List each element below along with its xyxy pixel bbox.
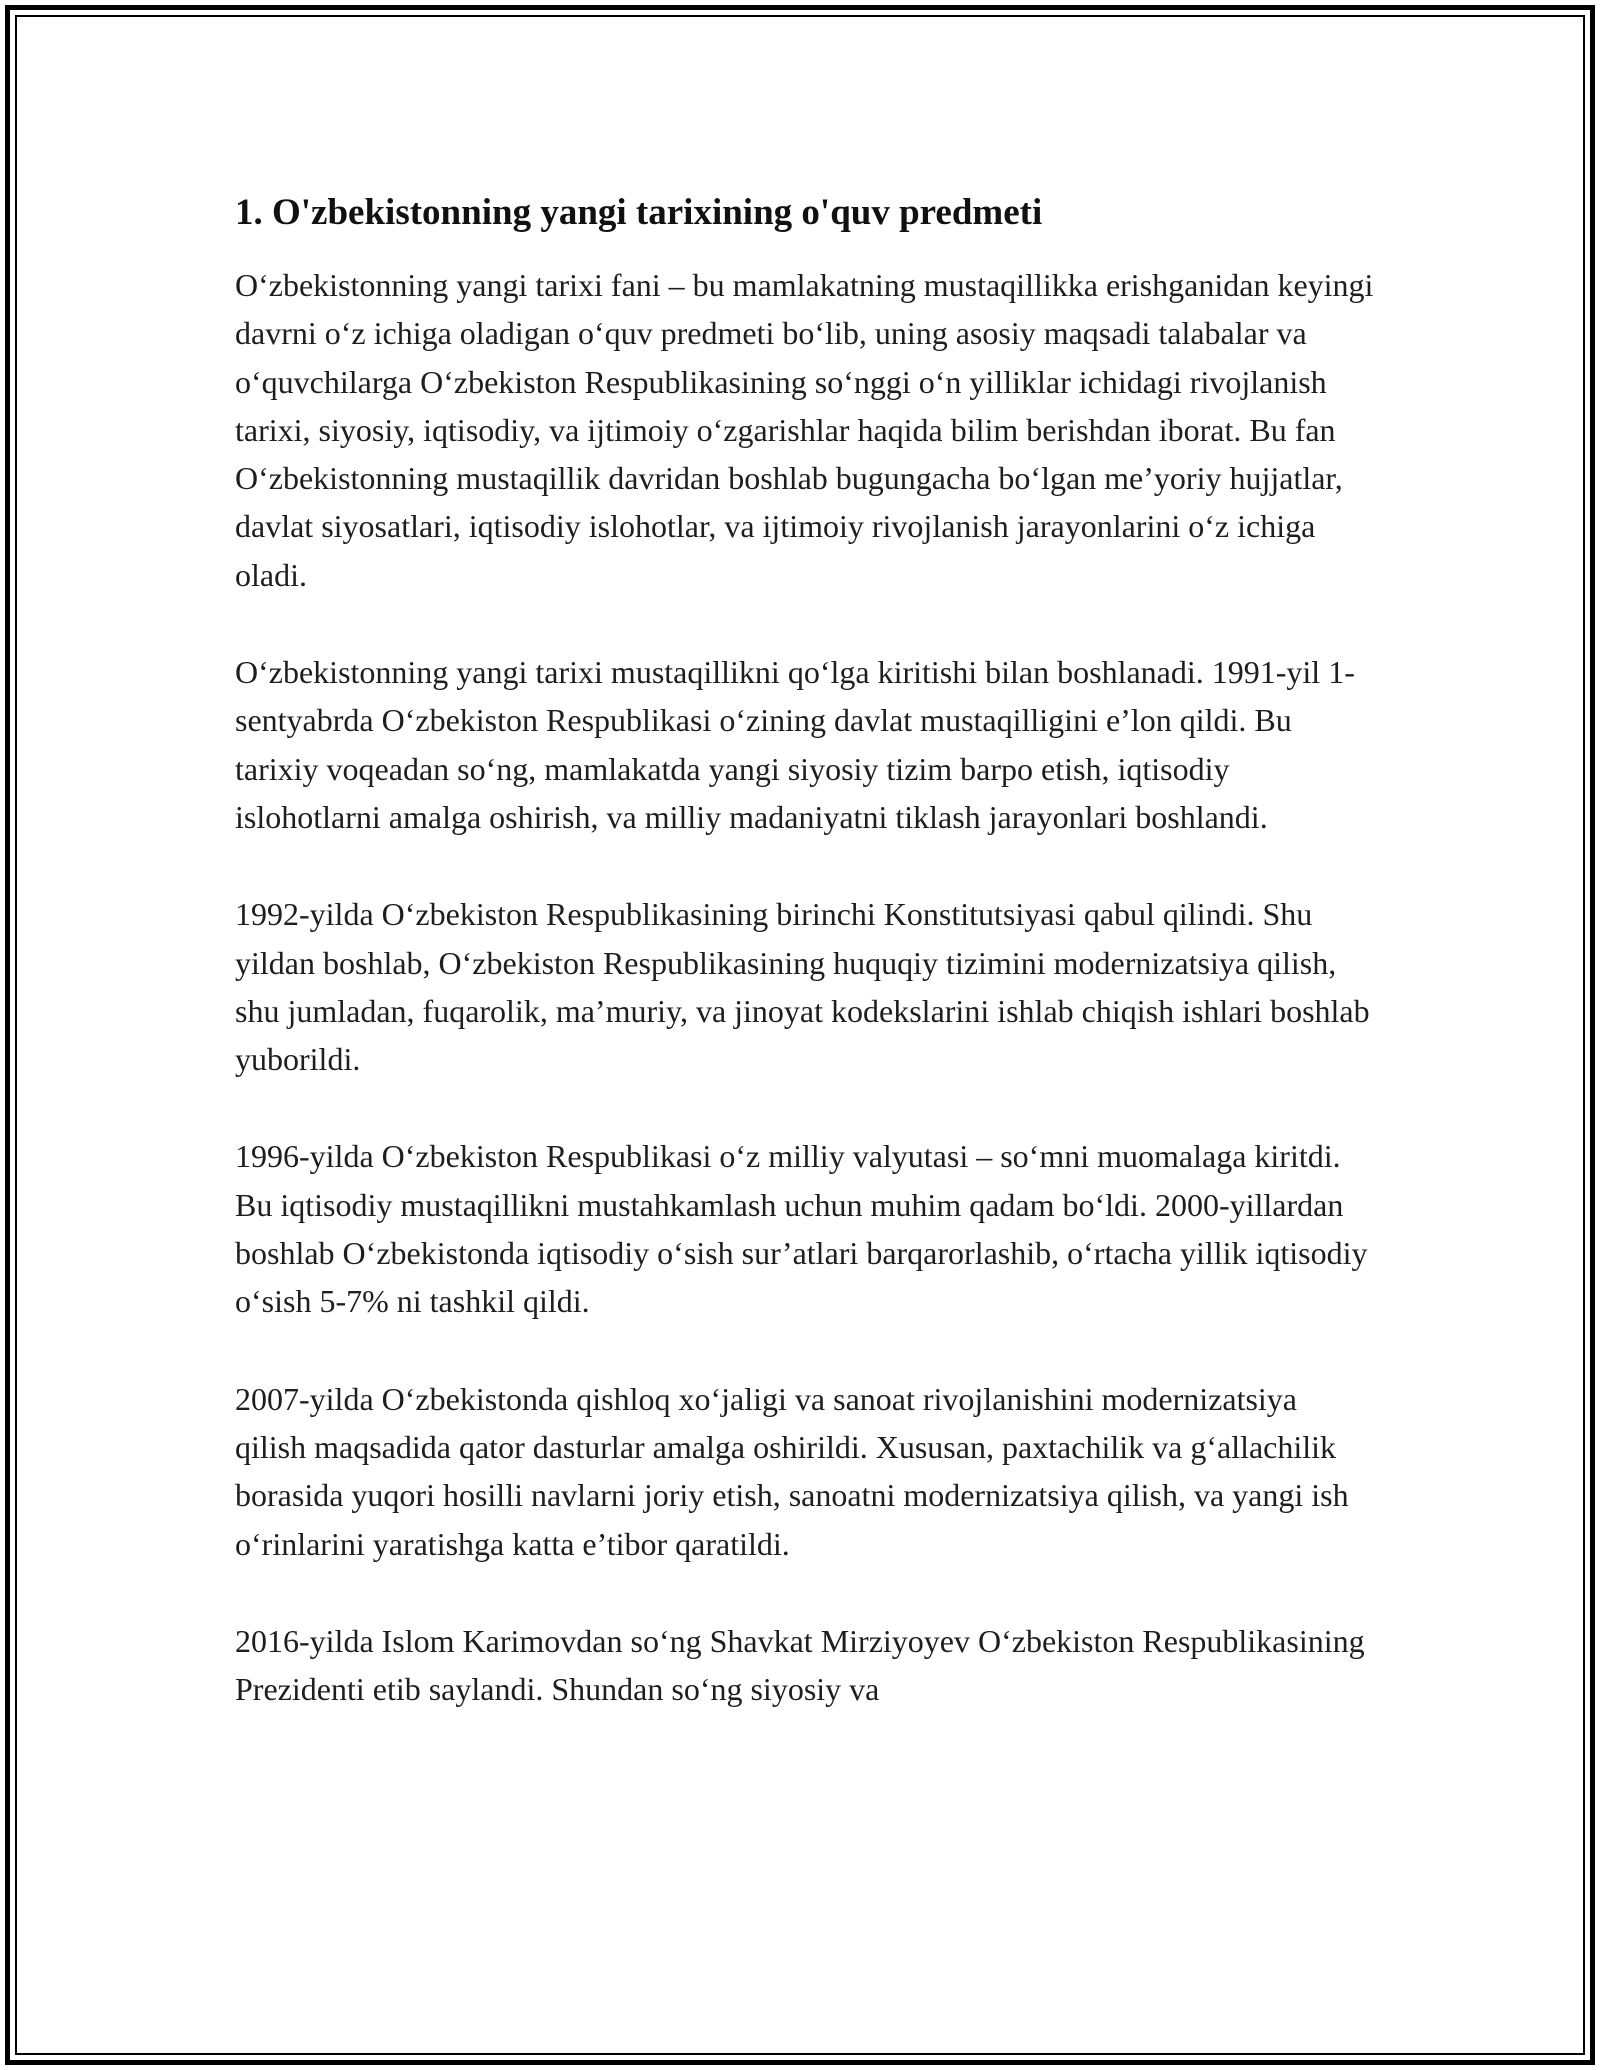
paragraph-currency-1996: 1996-yilda O‘zbekiston Respublikasi o‘z milliy valyutasi – so‘mni muomalaga kiritdi. Bu iqtisodiy mustaqillikni mustahkamlash uchun muhim qadam bo‘ldi. 2000-yillardan boshlab O‘zbekistonda iqtisodiy o‘sish sur’atlari barqarorlashib, o‘rtacha yillik iqtisodiy o‘sish 5-7% ni tashkil qildi.	[235, 1138, 1368, 1320]
paragraph-constitution-1992: 1992-yilda O‘zbekiston Respublikasining birinchi Konstitutsiyasi qabul qilindi. Shu yildan boshlab, O‘zbekiston Respublikasining huquqiy tizimini modernizatsiya qilish, shu jumladan, fuqarolik, ma’muriy, va jinoyat kodekslarini ishlab chiqish ishlari boshlab yuborildi.	[235, 896, 1370, 1078]
section-heading: 1. O'zbekistonning yangi tarixining o'quv predmeti	[235, 192, 1043, 233]
paragraph-modernization-2007: 2007-yilda O‘zbekistonda qishloq xo‘jaligi va sanoat rivojlanishini modernizatsiya qilish maqsadida qator dasturlar amalga oshirildi. Xususan, paxtachilik va g‘allachilik borasida yuqori hosilli navlarni joriy etish, sanoatni modernizatsiya qilish, va yangi ish o‘rinlarini yaratishga katta e’tibor qaratildi.	[235, 1380, 1349, 1562]
document-body	[235, 185, 1375, 1762]
paragraph-independence-1991: O‘zbekistonning yangi tarixi mustaqillikni qo‘lga kiritishi bilan boshlanadi. 1991-yil 1-sentyabrda O‘zbekiston Respublikasi o‘zining davlat mustaqilligini e’lon qildi. Bu tarixiy voqeadan so‘ng, mamlakatda yangi siyosiy tizim barpo etish, iqtisodiy islohotlarni amalga oshirish, va milliy madaniyatni tiklash jarayonlari boshlandi.	[235, 654, 1355, 835]
paragraph-intro: O‘zbekistonning yangi tarixi fani – bu mamlakatning mustaqillikka erishganidan keyingi davrni o‘z ichiga oladigan o‘quv predmeti bo‘lib, uning asosiy maqsadi talabalar va o‘quvchilarga O‘zbekiston Respublikasining so‘nggi o‘n yilliklar ichidagi rivojlanish tarixi, siyosiy, iqtisodiy, va ijtimoiy o‘zgarishlar haqida bilim berishdan iborat. Bu fan O‘zbekistonning mustaqillik davridan boshlab bugungacha bo‘lgan me’yoriy hujjatlar, davlat siyosatlari, iqtisodiy islohotlar, va ijtimoiy rivojlanish jarayonlarini o‘z ichiga oladi.	[235, 267, 1374, 593]
paragraph-president-2016: 2016-yilda Islom Karimovdan so‘ng Shavkat Mirziyoyev O‘zbekiston Respublikasining Prezidenti etib saylandi. Shundan so‘ng siyosiy va	[235, 1622, 1365, 1708]
